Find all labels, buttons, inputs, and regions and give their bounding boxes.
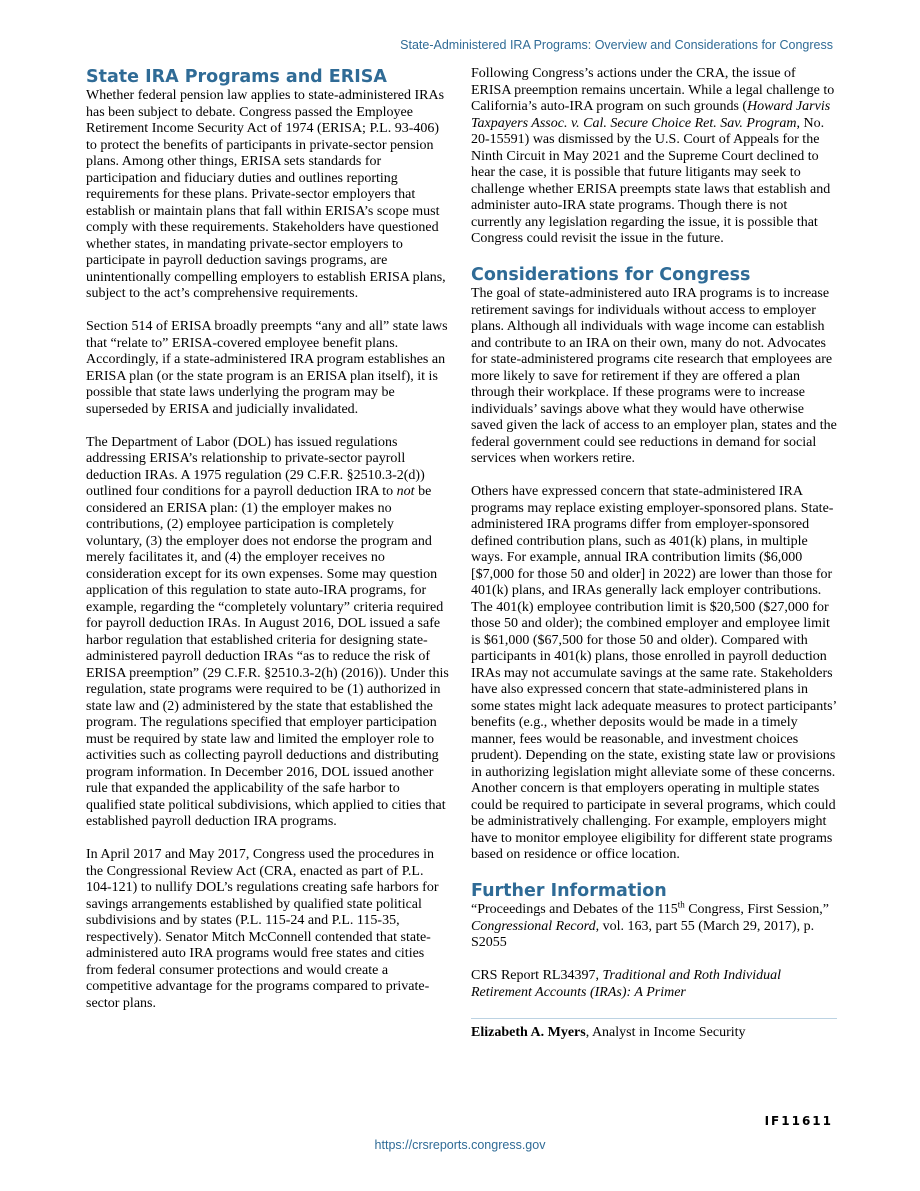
section-heading-further-information: Further Information bbox=[471, 881, 667, 901]
footer-url-link[interactable]: https://crsreports.congress.gov bbox=[374, 1138, 546, 1152]
section-heading-state-ira-erisa: State IRA Programs and ERISA bbox=[86, 67, 387, 87]
paragraph: The goal of state-administered auto IRA programs is to increase retirement savings for individuals without access to employer plans. Although all individuals with wage income can establish and contribute to an IRA on their own, many do not. Advocates for state-administered programs cite research that employees are more likely to save for retirement if they are offered a plan through their workplace. If these programs were to increase individuals’ savings above what they would have otherwise saved given the lack of access to an employer plan, states and the federal government could see reductions in demand for social services when workers retire. bbox=[471, 286, 837, 466]
section-heading-considerations: Considerations for Congress bbox=[471, 265, 751, 285]
reference-congressional-record: “Proceedings and Debates of the 115th Congress, First Session,” Congressional Record, vol. 163, part 55 (March 29, 2017), p. S2055 bbox=[471, 899, 830, 950]
paragraph: Whether federal pension law applies to state-administered IRAs has been subject to debate. Congress passed the Employee Retirement Income Security Act of 1974 (ERISA; P.L. 93-406) to protect the benefits of participants in private-sector pension plans. Among other things, ERISA sets standards for participation and fiduciary duties and outlines reporting requirements for these plans. Private-sector employers that establish or maintain plans that fall within ERISA’s scope must comply with these requirements. Stakeholders have questioned whether states, in mandating private-sector employers to participate in payroll deduction savings programs, are unintentionally compelling employers to establish ERISA plans, subject to the act’s comprehensive requirements. bbox=[86, 88, 446, 301]
paragraph: Following Congress’s actions under the CRA, the issue of ERISA preemption remains uncertain. While a legal challenge to California’s auto-IRA program on such grounds (Howard Jarvis Taxpayers Assoc. v. Cal. Secure Choice Ret. Sav. Program, No. 20-15591) was dismissed by the U.S. Court of Appeals for the Ninth Circuit in May 2021 and the Supreme Court declined to hear the case, it is possible that future litigants may seek to challenge whether ERISA preempts state laws that establish and administer auto-IRA state programs. Though there is not currently any legislation regarding the issue, it is possible that Congress could revisit the issue in the future. bbox=[471, 66, 835, 246]
paragraph: In April 2017 and May 2017, Congress used the procedures in the Congressional Review Act (CRA, enacted as part of P.L. 104-121) to nullify DOL’s regulations creating safe harbors for savings arrangements established by qualified state political subdivisions and by states (P.L. 115-24 and P.L. 115-35, respectively). Senator Mitch McConnell contended that state-administered auto IRA programs would free states and cities from federal consumer protections and would create a competitive advantage for the programs compared to private-sector plans. bbox=[86, 847, 439, 1011]
document-number: IF11611 bbox=[764, 1114, 833, 1128]
divider bbox=[471, 1018, 837, 1019]
paragraph: Others have expressed concern that state-administered IRA programs may replace existing employer-sponsored plans. State-administered IRA programs differ from employer-sponsored defined contribution plans, such as 401(k) plans, in multiple ways. For example, annual IRA contribution limits ($6,000 [$7,000 for those 50 and older] in 2022) are lower than those for 401(k) plans, and IRAs generally lack employer contributions. The 401(k) employee contribution limit is $20,500 ($27,000 for those 50 and older); the combined employer and employee limit is $61,000 ($67,500 for those 50 and older). Compared with participants in 401(k) plans, those enrolled in payroll deduction IRAs may not accumulate savings at the same rate. Stakeholders have also expressed concern that state-administered plans in some states might lack adequate measures to protect participants’ benefits (e.g., whether deposits would be made in a timely manner, fees would be reasonable, and investment choices prudent). Depending on the state, existing state law or provisions in authorizing legislation might alleviate some of these concerns. Another concern is that employers operating in multiple states could be required to participate in several programs, which could be administratively challenging. For example, employers might have to monitor employee eligibility for different state programs based on residence or office location. bbox=[471, 484, 837, 862]
reference-crs-report: CRS Report RL34397, Traditional and Roth Individual Retirement Accounts (IRAs): A Primer bbox=[471, 968, 781, 1000]
paragraph: The Department of Labor (DOL) has issued regulations addressing ERISA’s relationship to private-sector payroll deduction IRAs. A 1975 regulation (29 C.F.R. §2510.3-2(d)) outlined four conditions for a payroll deduction IRA to not be considered an ERISA plan: (1) the employer makes no contributions, (2) employee participation is completely voluntary, (3) the employer does not endorse the program and merely facilitates it, and (4) the employer receives no consideration except for its own expenses. Some may question application of this regulation to state auto-IRA programs, for example, regarding the “completely voluntary” criteria required for payroll deduction IRAs. In August 2016, DOL issued a safe harbor regulation that established criteria for designing state-administered payroll deduction IRAs “as to reduce the risk of ERISA preemption” (29 C.F.R. §2510.3-2(h) (2016)). Under this regulation, state programs were required to be (1) authorized in state law and (2) administered by the state that established the program. The regulations specified that employer participation must be required by state law and limited the employer role to activities such as collecting payroll deductions and distributing program information. In December 2016, DOL issued another rule that expanded the applicability of the safe harbor to qualified state political subdivisions, which applied to cities that established payroll deduction IRA programs. bbox=[86, 434, 449, 829]
right-column bbox=[471, 66, 837, 1041]
author-line bbox=[471, 1025, 837, 1042]
left-column bbox=[86, 66, 452, 1029]
author-title: , Analyst in Income Security bbox=[585, 1024, 746, 1040]
author-name: Elizabeth A. Myers bbox=[471, 1024, 586, 1040]
paragraph: Section 514 of ERISA broadly preempts “any and all” state laws that “relate to” ERISA-covered employee benefit plans. Accordingly, if a state-administered IRA program establishes an ERISA plan (or the state program is an ERISA plan itself), it is possible that state laws underlying the program may be superseded by ERISA and judicially invalidated. bbox=[86, 319, 448, 417]
running-header: State-Administered IRA Programs: Overview and Considerations for Congress bbox=[400, 38, 833, 52]
